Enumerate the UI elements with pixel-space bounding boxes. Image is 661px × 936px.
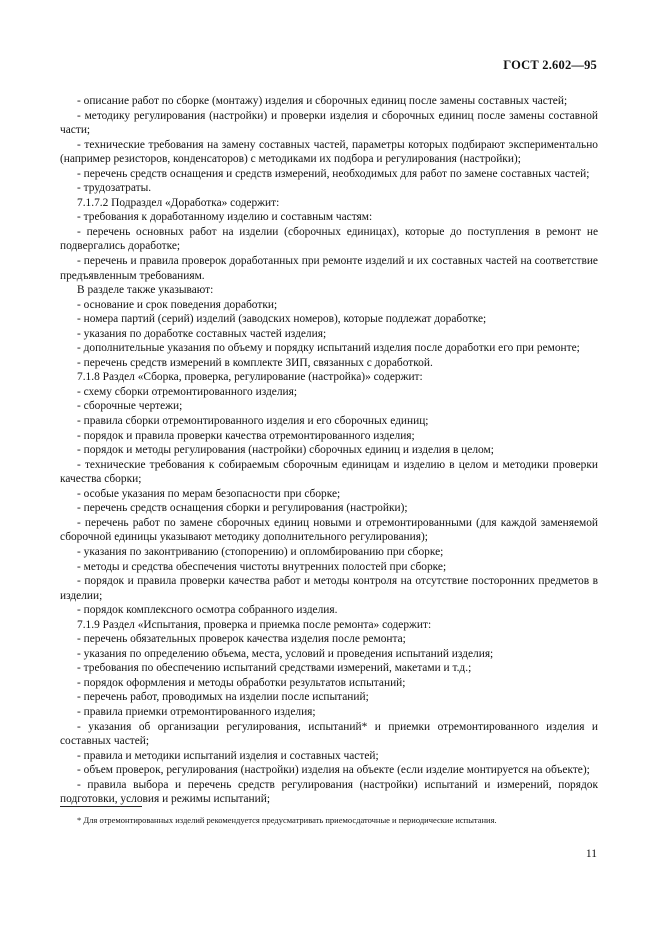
- document-body: [60, 94, 598, 807]
- section-heading: 7.1.7.2 Подраздел «Доработка» содержит:: [77, 196, 280, 209]
- paragraph: - требования по обеспечению испытаний средствами измерений, макетами и т.д.;: [77, 662, 472, 675]
- paragraph: - порядок и методы регулирования (настройки) сборочных единиц и изделия в целом;: [77, 444, 494, 457]
- paragraph: - перечень средств оснащения сборки и регулирования (настройки);: [77, 502, 408, 515]
- paragraph: - технические требования к собираемым сборочным единицам и изделию в целом и методики проверки качества сборки;: [60, 458, 598, 486]
- paragraph: - указания об организации регулирования, испытаний* и приемки отремонтированного изделия и составных частей;: [60, 720, 598, 748]
- paragraph: - перечень обязательных проверок качества изделия после ремонта;: [77, 633, 406, 646]
- footnote: [60, 814, 598, 826]
- paragraph: - порядок оформления и методы обработки результатов испытаний;: [77, 676, 406, 689]
- section-heading: 7.1.9 Раздел «Испытания, проверка и приемка после ремонта» содержит:: [77, 618, 432, 631]
- paragraph: - требования к доработанному изделию и составным частям:: [77, 211, 373, 224]
- page-number: 11: [585, 848, 597, 860]
- paragraph: - порядок и правила проверки качества отремонтированного изделия;: [77, 429, 415, 442]
- paragraph: - технические требования на замену составных частей, параметры которых подбирают экспериментально (например резисторов, конденсаторов) с методиками их подбора и регулирования (настройки);: [60, 138, 598, 166]
- paragraph: - перечень работ по замене сборочных единиц новыми и отремонтированными (для каждой заменяемой сборочной единицы указывают методику дополнительного регулирования);: [60, 516, 598, 544]
- paragraph: - правила выбора и перечень средств регулирования (настройки) испытаний и измерений, порядок подготовки, условия и режимы испытаний;: [60, 778, 598, 806]
- paragraph: - трудозатраты.: [77, 182, 152, 195]
- paragraph: В разделе также указывают:: [77, 284, 214, 297]
- paragraph: - правила и методики испытаний изделия и составных частей;: [77, 749, 379, 762]
- paragraph: - правила сборки отремонтированного изделия и его сборочных единиц;: [77, 415, 429, 428]
- paragraph: - перечень работ, проводимых на изделии после испытаний;: [77, 691, 369, 704]
- footnote-divider: [60, 806, 142, 807]
- document-code-header: ГОСТ 2.602—95: [503, 58, 597, 72]
- paragraph: - методы и средства обеспечения чистоты внутренних полостей при сборке;: [77, 560, 447, 573]
- paragraph: - указания по доработке составных частей изделия;: [77, 327, 327, 340]
- footnote-text: * Для отремонтированных изделий рекомендуется предусматривать приемосдаточные и периодические испытания.: [77, 815, 497, 825]
- paragraph: - перечень средств оснащения и средств измерений, необходимых для работ по замене составных частей;: [77, 167, 590, 180]
- paragraph: - перечень основных работ на изделии (сборочных единицах), которые до поступления в ремонт не подвергались доработке;: [60, 225, 598, 253]
- paragraph: - номера партий (серий) изделий (заводских номеров), которые подлежат доработке;: [77, 313, 487, 326]
- paragraph: - порядок и правила проверки качества работ и методы контроля на отсутствие посторонних предметов в изделии;: [60, 575, 598, 602]
- paragraph: - сборочные чертежи;: [77, 400, 183, 413]
- paragraph: - объем проверок, регулирования (настройки) изделия на объекте (если изделие монтируется на объекте);: [77, 764, 590, 777]
- paragraph: - указания по законтриванию (стопорению) и опломбированию при сборке;: [77, 545, 444, 558]
- paragraph: - особые указания по мерам безопасности при сборке;: [77, 487, 341, 500]
- paragraph: - перечень средств измерений в комплекте ЗИП, связанных с доработкой.: [77, 356, 433, 369]
- paragraph: - методику регулирования (настройки) и проверки изделия и сборочных единиц после замены составной части;: [60, 109, 598, 137]
- paragraph: - основание и срок поведения доработки;: [77, 298, 278, 311]
- paragraph: - дополнительные указания по объему и порядку испытаний изделия после доработки его при ремонте;: [77, 342, 580, 355]
- paragraph: - правила приемки отремонтированного изделия;: [77, 705, 316, 718]
- paragraph: - схему сборки отремонтированного изделия;: [77, 385, 298, 398]
- paragraph: - описание работ по сборке (монтажу) изделия и сборочных единиц после замены составных частей;: [77, 95, 568, 107]
- paragraph: - перечень и правила проверок доработанных при ремонте изделий и их составных частей на соответствие предъявленным требованиям.: [60, 255, 598, 282]
- paragraph: - указания по определению объема, места, условий и проведения испытаний изделия;: [77, 647, 494, 660]
- paragraph: - порядок комплексного осмотра собранного изделия.: [77, 604, 338, 617]
- section-heading: 7.1.8 Раздел «Сборка, проверка, регулирование (настройка)» содержит:: [77, 371, 423, 384]
